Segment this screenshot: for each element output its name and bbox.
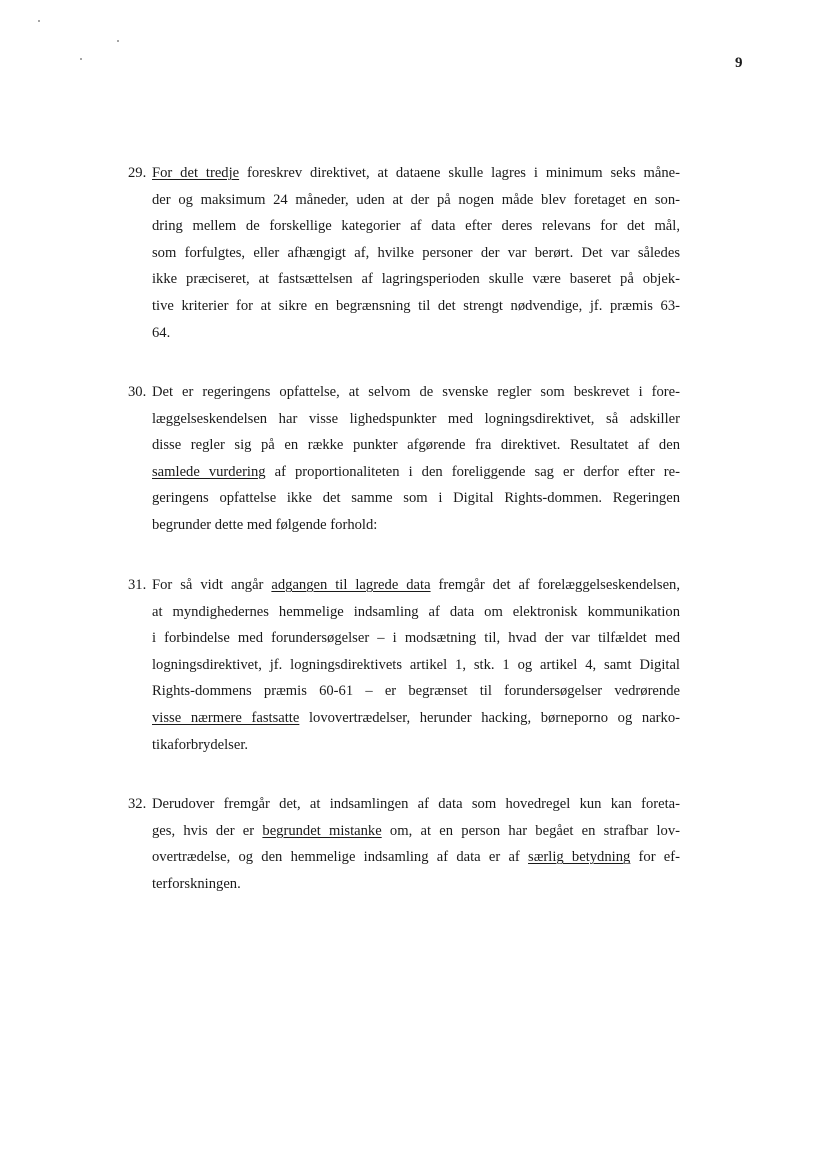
scan-speck [80, 58, 82, 60]
underlined-phrase: begrundet mistanke [262, 822, 382, 839]
paragraph-line: samlede vurdering af proportionaliteten i den foreliggende sag er derfor efter re- [152, 463, 681, 480]
paragraph-line: i forbindelse med forundersøgelser – i modsætning til, hvad der var tilfældet med [152, 630, 680, 647]
underlined-phrase: For det tredje [152, 165, 240, 181]
paragraph-line: begrunder dette med følgende forhold: [152, 516, 378, 533]
paragraph-number: 31. [128, 577, 147, 593]
paragraph-29 [128, 160, 680, 346]
paragraph-line: dring mellem de forskellige kategorier af data efter deres relevans for det mål, [152, 218, 680, 235]
paragraph-number: 32. [128, 796, 147, 812]
paragraph-line: tikaforbrydelser. [152, 736, 249, 753]
paragraph-line: overtrædelse, og den hemmelige indsamling af data er af særlig betydning for ef- [152, 849, 680, 866]
paragraph-line: at myndighedernes hemmelige indsamling af data om elektronisk kommunikation [152, 603, 680, 620]
underlined-phrase: særlig betydning [528, 849, 631, 866]
underlined-phrase: samlede vurdering [152, 463, 266, 480]
paragraph-line: geringens opfattelse ikke det samme som i Digital Rights-dommen. Regeringen [152, 490, 680, 507]
scan-speck [38, 20, 40, 22]
paragraph-line: 30. Det er regeringens opfattelse, at selvom de svenske regler som beskrevet i fore- [128, 379, 680, 406]
paragraph-32 [128, 791, 680, 897]
paragraph-line: 32. Derudover fremgår det, at indsamlingen af data som hovedregel kun kan foreta- [128, 791, 680, 818]
paragraph-line: læggelseskendelsen har visse lighedspunkter med logningsdirektivet, så adskiller [152, 410, 680, 427]
paragraph-30 [128, 379, 680, 539]
paragraph-line: disse regler sig på en række punkter afgørende fra direktivet. Resultatet af den [152, 437, 680, 454]
paragraph-line: Rights-dommens præmis 60-61 – er begrænset til forundersøgelser vedrørende [152, 683, 680, 700]
paragraph-number: 30. [128, 384, 147, 400]
paragraph-line: 31. For så vidt angår adgangen til lagrede data fremgår det af forelæggelseskendelsen, [128, 572, 680, 599]
paragraph-line: visse nærmere fastsatte lovovertrædelser, herunder hacking, børneporno og narko- [152, 709, 680, 726]
paragraph-number: 29. [128, 165, 147, 181]
paragraph-line: der og maksimum 24 måneder, uden at der på nogen måde blev foretaget en son- [152, 191, 680, 208]
paragraph-31 [128, 572, 680, 758]
paragraph-line: logningsdirektivet, jf. logningsdirektivets artikel 1, stk. 1 og artikel 4, samt Digital [152, 656, 680, 673]
paragraph-line: ikke præciseret, at fastsættelsen af lagringsperioden skulle være baseret på objek- [152, 271, 680, 288]
underlined-phrase: adgangen til lagrede data [271, 577, 431, 593]
paragraph-line: som forfulgtes, eller afhængigt af, hvilke personer der var berørt. Det var således [152, 244, 680, 261]
underlined-phrase: visse nærmere fastsatte [152, 709, 300, 726]
paragraph-line: 29. For det tredje foreskrev direktivet, at dataene skulle lagres i minimum seks måne- [128, 160, 680, 187]
paragraph-line: terforskningen. [152, 875, 241, 892]
page-number: 9 [735, 55, 743, 71]
paragraph-line: tive kriterier for at sikre en begrænsning til det strengt nødvendige, jf. præmis 63- [152, 297, 680, 314]
scan-speck [117, 40, 119, 42]
paragraph-line: ges, hvis der er begrundet mistanke om, at en person har begået en strafbar lov- [152, 822, 680, 839]
paragraph-line: 64. [152, 324, 171, 341]
